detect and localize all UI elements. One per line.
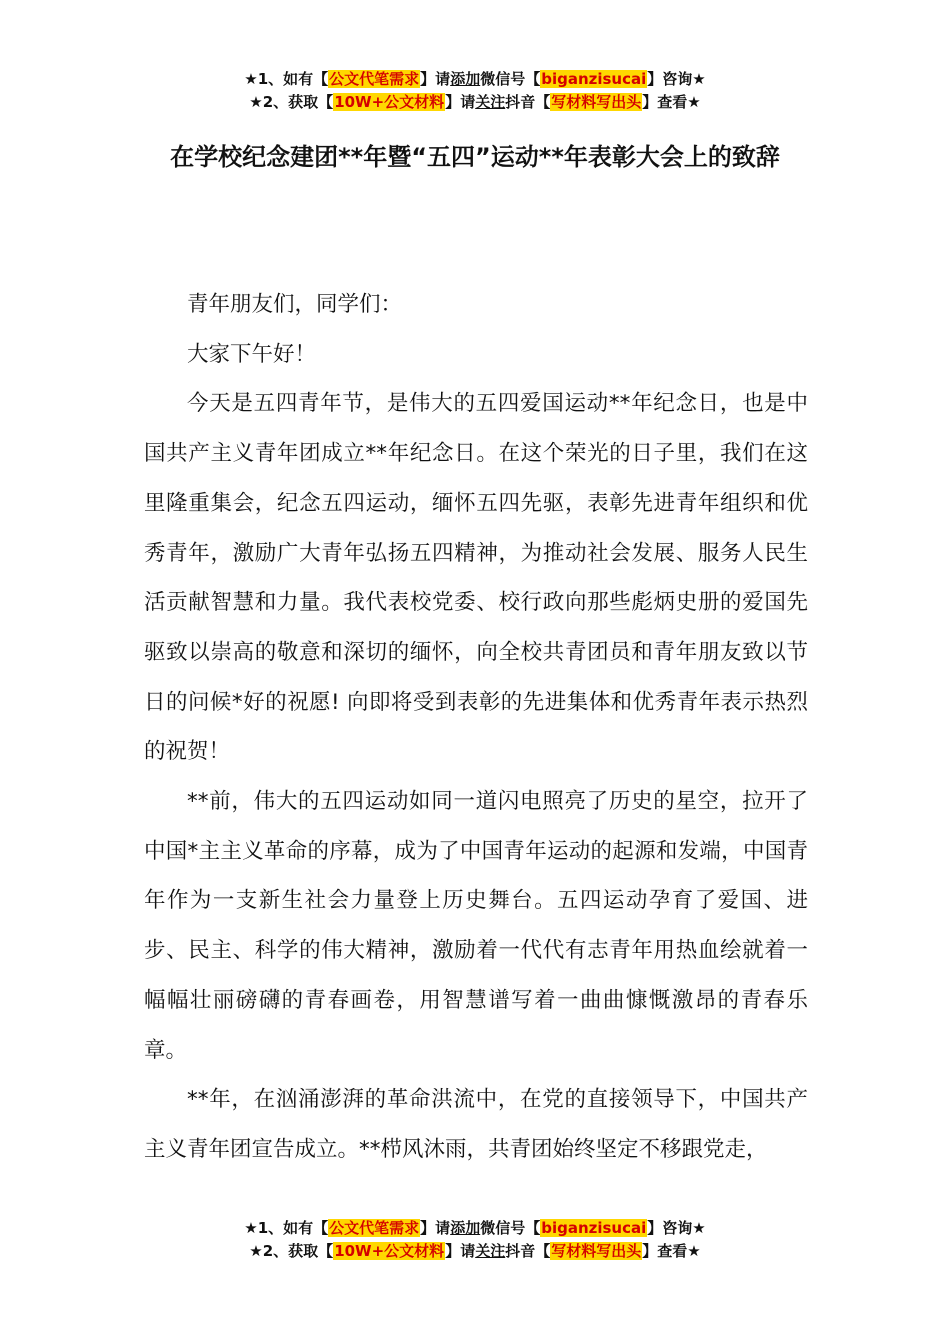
notice-text: ★1、如有【 (244, 70, 329, 88)
paragraph: 今天是五四青年节，是伟大的五四爱国运动**年纪念日，也是中国共产主义青年团成立**年纪念日。在这个荣光的日子里，我们在这里隆重集会，纪念五四运动，缅怀五四先驱，表彰先进青年组织和优秀青年，激励广大青年弘扬五四精神，为推动社会发展、服务人民生活贡献智慧和力量。我代表校党委、校行政向那些彪炳史册的爱国先驱致以崇高的敬意和深切的缅怀，向全校共青团员和青年朋友致以节日的问候*好的祝愿! 向即将受到表彰的先进集体和优秀青年表示热烈的祝贺！ (144, 391, 808, 765)
underlined-text: 关注 (475, 93, 506, 111)
notice-line-2 (0, 91, 950, 114)
notice-text: 】请 (420, 70, 451, 88)
wechat-id: biganzisucai (541, 1219, 647, 1237)
underlined-text: 添加 (450, 70, 481, 88)
footer-notice (0, 1217, 950, 1263)
salutation: 青年朋友们，同学们： (187, 292, 403, 317)
notice-text: 微信号【 (480, 70, 541, 88)
greeting: 大家下午好！ (187, 341, 317, 367)
highlight-text: 10W+公文材料 (334, 1242, 445, 1260)
highlight-text: 10W+公文材料 (334, 93, 445, 111)
notice-line-1 (0, 68, 950, 91)
notice-text: ★1、如有【 (244, 1219, 329, 1237)
notice-text: 】请 (420, 1219, 451, 1237)
highlight-text: 公文代笔需求 (329, 1219, 420, 1237)
highlight-text: 公文代笔需求 (329, 70, 420, 88)
notice-text: 】咨询★ (647, 1219, 706, 1237)
notice-text: 】查看★ (642, 93, 701, 111)
notice-line-1 (0, 1217, 950, 1240)
notice-text: 微信号【 (480, 1219, 541, 1237)
notice-text: 】咨询★ (647, 70, 706, 88)
notice-text: 】请 (445, 1242, 476, 1260)
douyin-account: 写材料写出头 (551, 1242, 642, 1260)
document-title: 在学校纪念建团**年暨“五四”运动**年表彰大会上的致辞 (170, 143, 780, 171)
paragraph: **前，伟大的五四运动如同一道闪电照亮了历史的星空，拉开了中国*主主义革命的序幕，成为了中国青年运动的起源和发端，中国青年作为一支新生社会力量登上历史舞台。五四运动孕育了爱国、进步、民主、科学的伟大精神，激励着一代代有志青年用热血绘就着一幅幅壮丽磅礴的青春画卷，用智慧谱写着一曲曲慷慨激昂的青春乐章。 (144, 789, 808, 1063)
underlined-text: 添加 (450, 1219, 481, 1237)
paragraph: **年，在汹涌澎湃的革命洪流中，在党的直接领导下，中国共产主义青年团宣告成立。**栉风沐雨，共青团始终坚定不移跟党走， (144, 1087, 808, 1162)
notice-text: 】查看★ (642, 1242, 701, 1260)
notice-text: 抖音【 (505, 1242, 551, 1260)
douyin-account: 写材料写出头 (551, 93, 642, 111)
notice-line-2 (0, 1240, 950, 1263)
document-body (144, 280, 808, 1175)
wechat-id: biganzisucai (541, 70, 647, 88)
notice-text: 】请 (445, 93, 476, 111)
underlined-text: 关注 (475, 1242, 506, 1260)
header-notice (0, 68, 950, 114)
notice-text: 抖音【 (505, 93, 551, 111)
notice-text: ★2、获取【 (249, 93, 334, 111)
notice-text: ★2、获取【 (249, 1242, 334, 1260)
